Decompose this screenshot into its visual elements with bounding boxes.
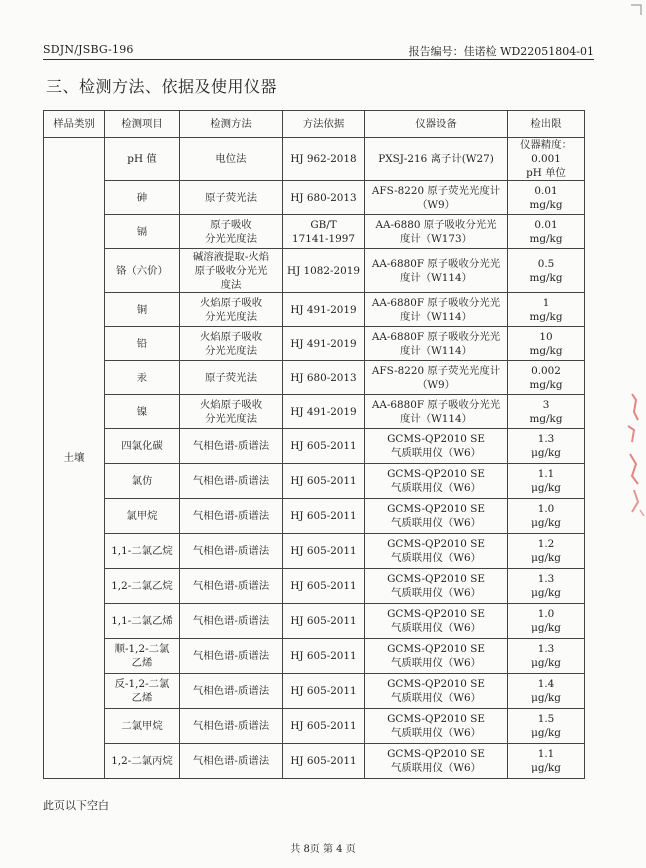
table-row [44,499,585,534]
table-row [44,249,585,293]
test-item-cell: 1,2-二氯丙烷 [105,744,180,779]
method-cell: 原子荧光法 [180,361,283,395]
column-header-equipment: 仪器设备 [365,111,508,138]
detection-limit-cell: 1.3 μg/kg [508,639,585,674]
table-row [44,569,585,604]
table-row [44,429,585,464]
test-item-cell: 氯仿 [105,464,180,499]
detection-limit-cell: 1.4 μg/kg [508,674,585,709]
sample-category-cell: 土壤 [44,138,105,779]
test-item-cell: 砷 [105,181,180,215]
method-cell: 气相色谱-质谱法 [180,464,283,499]
basis-cell: HJ 491-2019 [283,395,365,429]
method-cell: 气相色谱-质谱法 [180,604,283,639]
detection-limit-cell: 1.5 μg/kg [508,709,585,744]
detection-limit-cell: 0.002 mg/kg [508,361,585,395]
test-item-cell: 汞 [105,361,180,395]
basis-cell: HJ 605-2011 [283,429,365,464]
equipment-cell: GCMS-QP2010 SE 气质联用仪（W6） [365,499,508,534]
basis-cell: HJ 605-2011 [283,569,365,604]
basis-cell: HJ 680-2013 [283,181,365,215]
page-number: 共 8页 第 4 页 [290,844,356,855]
equipment-cell: AFS-8220 原子荧光光度计 （W9） [365,361,508,395]
method-cell: 碱溶液提取-火焰 原子吸收分光光 度法 [180,249,283,293]
table-row [44,744,585,779]
detection-limit-cell: 仪器精度： 0.001 pH 单位 [508,138,585,181]
test-item-cell: 铜 [105,293,180,327]
table-row [44,327,585,361]
basis-cell: HJ 605-2011 [283,464,365,499]
method-cell: 原子吸收 分光光度法 [180,215,283,249]
detection-limit-cell: 0.5 mg/kg [508,249,585,293]
equipment-cell: AA-6880F 原子吸收分光光 度计（W114） [365,249,508,293]
basis-cell: HJ 605-2011 [283,639,365,674]
table-row [44,361,585,395]
method-cell: 气相色谱-质谱法 [180,429,283,464]
test-item-cell: 四氯化碳 [105,429,180,464]
method-cell: 气相色谱-质谱法 [180,534,283,569]
table-row [44,709,585,744]
method-cell: 火焰原子吸收 分光光度法 [180,395,283,429]
detection-limit-cell: 1.3 μg/kg [508,429,585,464]
basis-cell: HJ 491-2019 [283,293,365,327]
equipment-cell: GCMS-QP2010 SE 气质联用仪（W6） [365,674,508,709]
equipment-cell: GCMS-QP2010 SE 气质联用仪（W6） [365,639,508,674]
table-row [44,215,585,249]
equipment-cell: GCMS-QP2010 SE 气质联用仪（W6） [365,429,508,464]
detection-limit-cell: 1.2 μg/kg [508,534,585,569]
equipment-cell: GCMS-QP2010 SE 气质联用仪（W6） [365,534,508,569]
table-body [44,138,585,779]
basis-cell: HJ 605-2011 [283,744,365,779]
table-row [44,534,585,569]
table-row [44,293,585,327]
section-title: 三、检测方法、依据及使用仪器 [46,77,278,96]
detection-limit-cell: 0.01 mg/kg [508,181,585,215]
detection-limit-cell: 1.0 μg/kg [508,499,585,534]
test-item-cell: 铬（六价） [105,249,180,293]
basis-cell: HJ 1082-2019 [283,249,365,293]
table-row [44,138,585,181]
equipment-cell: AA-6880F 原子吸收分光光 度计（W114） [365,395,508,429]
table-row [44,395,585,429]
method-cell: 气相色谱-质谱法 [180,709,283,744]
detection-limit-cell: 10 mg/kg [508,327,585,361]
header-rule [43,59,594,60]
column-header-category: 样品类别 [44,111,105,138]
method-cell: 原子荧光法 [180,181,283,215]
equipment-cell: GCMS-QP2010 SE 气质联用仪（W6） [365,604,508,639]
equipment-cell: GCMS-QP2010 SE 气质联用仪（W6） [365,709,508,744]
blank-below-note: 此页以下空白 [43,799,109,812]
equipment-cell: AA-6880F 原子吸收分光光 度计（W114） [365,327,508,361]
method-cell: 气相色谱-质谱法 [180,674,283,709]
test-item-cell: pH 值 [105,138,180,181]
test-item-cell: 镉 [105,215,180,249]
test-item-cell: 二氯甲烷 [105,709,180,744]
table-row [44,604,585,639]
detection-limit-cell: 1 mg/kg [508,293,585,327]
column-header-item: 检测项目 [105,111,180,138]
seal-stamp-fragment [620,390,646,450]
table-row [44,464,585,499]
method-cell: 气相色谱-质谱法 [180,639,283,674]
column-header-basis: 方法依据 [283,111,365,138]
test-item-cell: 1,1-二氯乙烷 [105,534,180,569]
table-row [44,181,585,215]
equipment-cell: GCMS-QP2010 SE 气质联用仪（W6） [365,464,508,499]
detection-limit-cell: 3 mg/kg [508,395,585,429]
equipment-cell: AA-6880 原子吸收分光光 度计（W173） [365,215,508,249]
corner-mark [630,4,642,16]
basis-cell: HJ 680-2013 [283,361,365,395]
equipment-cell: GCMS-QP2010 SE 气质联用仪（W6） [365,569,508,604]
test-item-cell: 氯甲烷 [105,499,180,534]
test-item-cell: 镍 [105,395,180,429]
method-cell: 电位法 [180,138,283,181]
test-item-cell: 反-1,2-二氯 乙烯 [105,674,180,709]
test-item-cell: 1,2-二氯乙烷 [105,569,180,604]
report-number: 报告编号：佳诺检 WD22051804-01 [408,45,594,58]
equipment-cell: PXSJ-216 离子计(W27) [365,138,508,181]
detection-limit-cell: 0.01 mg/kg [508,215,585,249]
detection-limit-cell: 1.0 μg/kg [508,604,585,639]
test-item-cell: 顺-1,2-二氯 乙烯 [105,639,180,674]
basis-cell: GB/T 17141-1997 [283,215,365,249]
seal-stamp-fragment [620,450,646,520]
detection-limit-cell: 1.1 μg/kg [508,464,585,499]
method-cell: 气相色谱-质谱法 [180,744,283,779]
document-code: SDJN/JSBG-196 [43,43,134,56]
test-item-cell: 1,1-二氯乙烯 [105,604,180,639]
basis-cell: HJ 605-2011 [283,534,365,569]
method-cell: 火焰原子吸收 分光光度法 [180,327,283,361]
method-cell: 火焰原子吸收 分光光度法 [180,293,283,327]
equipment-cell: AFS-8220 原子荧光光度计 （W9） [365,181,508,215]
table-row [44,674,585,709]
method-cell: 气相色谱-质谱法 [180,499,283,534]
basis-cell: HJ 962-2018 [283,138,365,181]
basis-cell: HJ 605-2011 [283,499,365,534]
column-header-limit: 检出限 [508,111,585,138]
basis-cell: HJ 605-2011 [283,604,365,639]
basis-cell: HJ 491-2019 [283,327,365,361]
detection-limit-cell: 1.1 μg/kg [508,744,585,779]
equipment-cell: GCMS-QP2010 SE 气质联用仪（W6） [365,744,508,779]
table-header-row [44,111,585,138]
method-cell: 气相色谱-质谱法 [180,569,283,604]
test-methods-table [43,110,585,779]
basis-cell: HJ 605-2011 [283,674,365,709]
basis-cell: HJ 605-2011 [283,709,365,744]
equipment-cell: AA-6880F 原子吸收分光光 度计（W114） [365,293,508,327]
detection-limit-cell: 1.3 μg/kg [508,569,585,604]
column-header-method: 检测方法 [180,111,283,138]
test-item-cell: 铅 [105,327,180,361]
table-row [44,639,585,674]
